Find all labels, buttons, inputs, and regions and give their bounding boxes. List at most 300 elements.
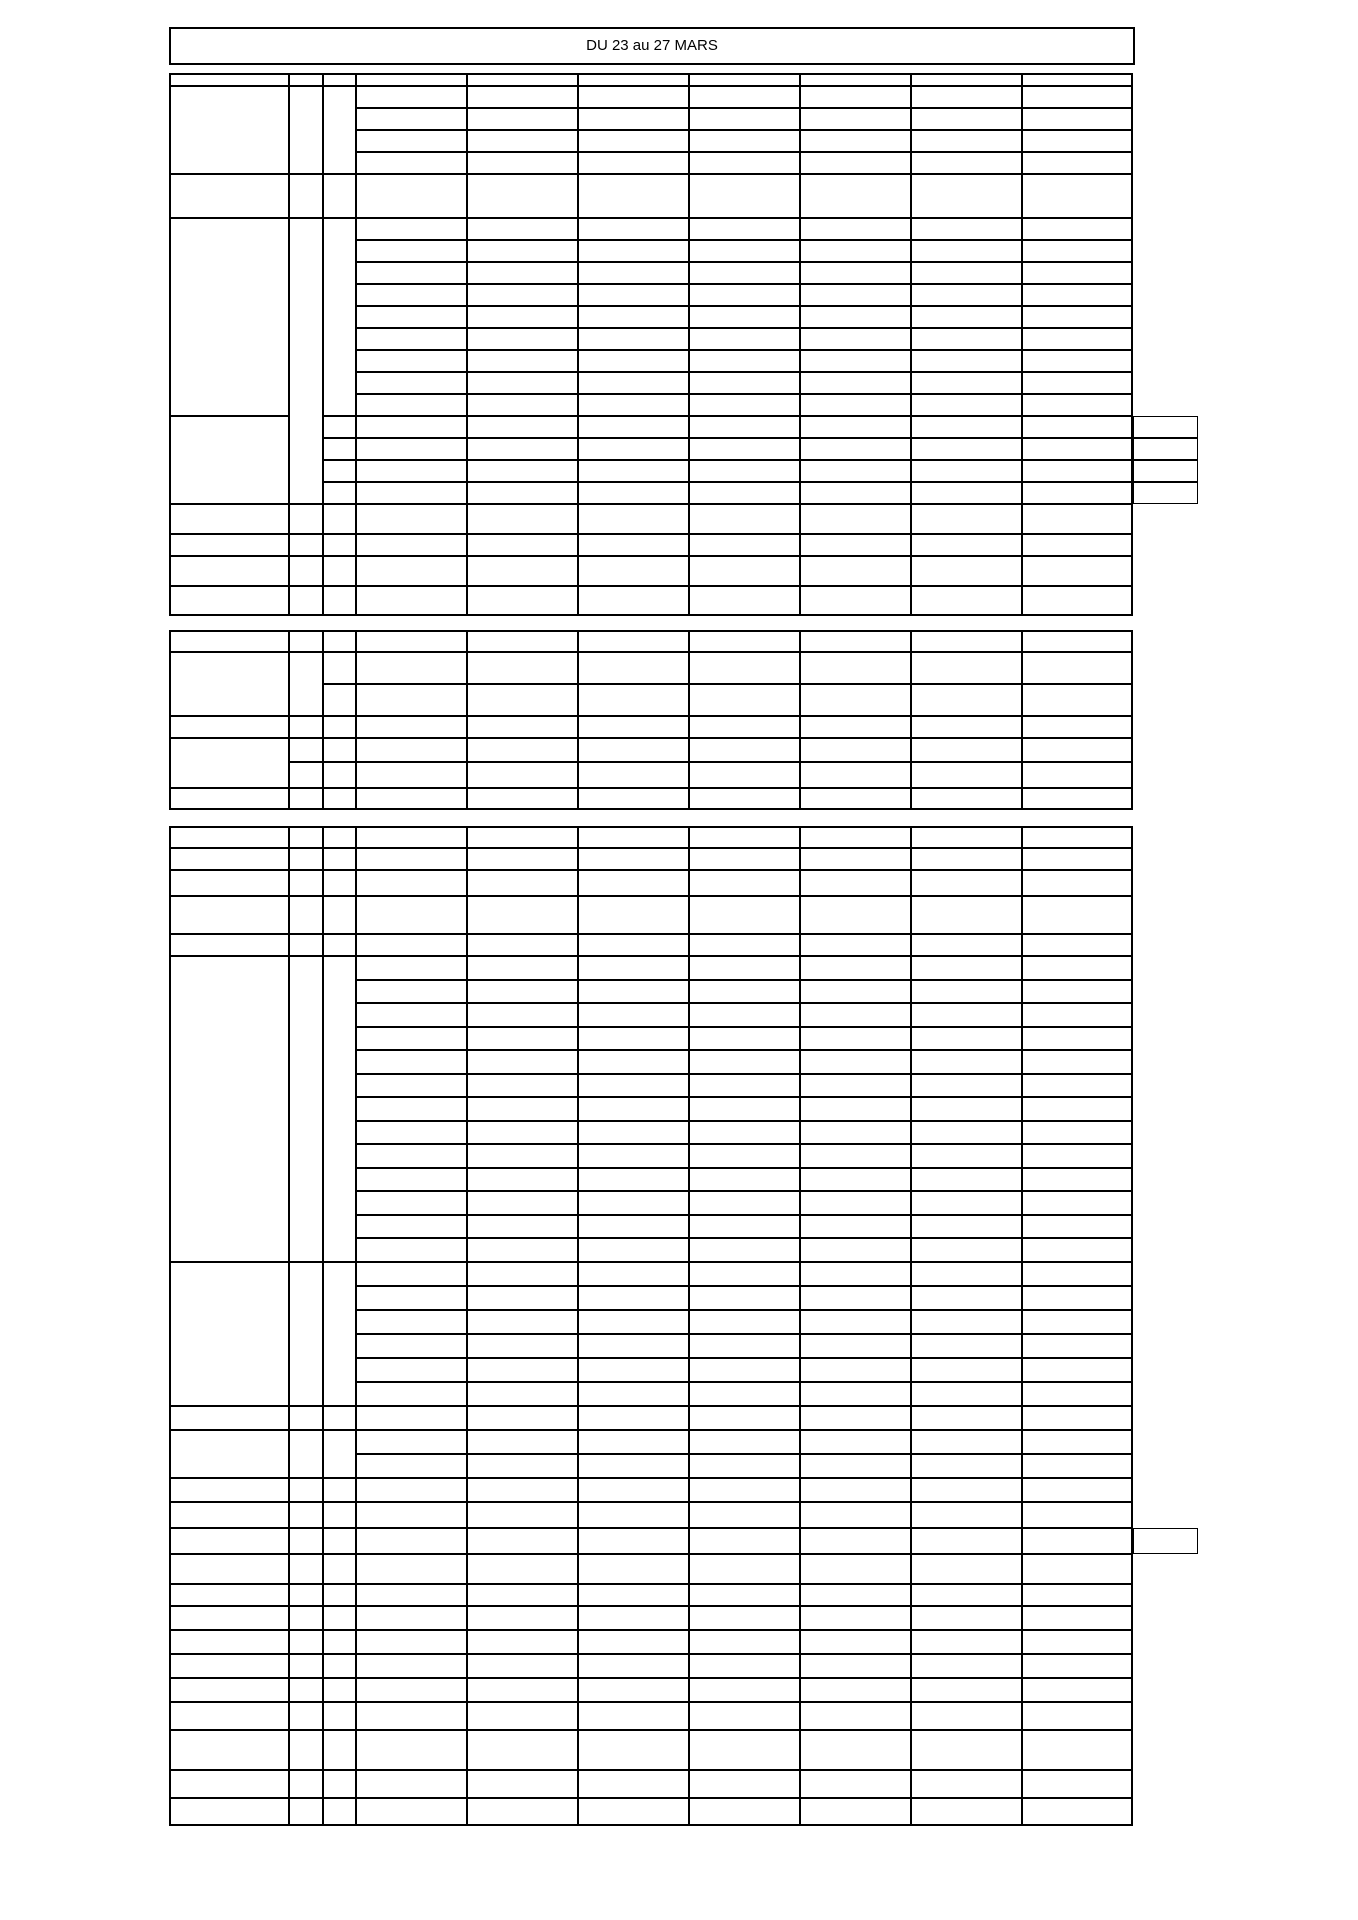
- assignment-cell: [689, 1770, 800, 1798]
- assignment-cell: [911, 956, 1022, 980]
- assignment-cell: [1022, 1168, 1133, 1191]
- assignment-cell: [467, 1502, 578, 1528]
- service-label: [169, 1654, 289, 1678]
- assignment-cell: [800, 1238, 911, 1262]
- assignment-cell: [1022, 870, 1133, 896]
- assignment-cell: [1022, 1502, 1133, 1528]
- column-header-4-eme: [356, 73, 467, 86]
- resp-time: [289, 218, 323, 504]
- assignment-cell: [800, 1121, 911, 1144]
- assignment-cell: [800, 86, 911, 108]
- count-cell: [323, 738, 356, 762]
- column-header-1cv: [578, 73, 689, 86]
- count-cell: [323, 1528, 356, 1554]
- resp-time: [289, 1584, 323, 1606]
- assignment-cell: [689, 108, 800, 130]
- count-cell: [323, 1654, 356, 1678]
- resp-time: [289, 630, 323, 652]
- assignment-cell: [578, 826, 689, 848]
- assignment-cell: [911, 1454, 1022, 1478]
- assignment-cell: [689, 1262, 800, 1286]
- assignment-cell: [911, 788, 1022, 810]
- assignment-cell: [800, 1215, 911, 1238]
- resp-time: [289, 1502, 323, 1528]
- service-label: [169, 788, 289, 810]
- assignment-cell: [578, 350, 689, 372]
- assignment-cell: [1022, 896, 1133, 934]
- assignment-cell: [911, 1097, 1022, 1121]
- assignment-cell: [689, 1584, 800, 1606]
- assignment-cell: [467, 1191, 578, 1215]
- assignment-cell: [578, 1050, 689, 1074]
- resp-time: [289, 826, 323, 848]
- assignment-cell: [689, 556, 800, 586]
- assignment-cell: [689, 416, 800, 438]
- assignment-cell: [467, 1454, 578, 1478]
- assignment-cell: [356, 1358, 467, 1382]
- assignment-cell: [1022, 630, 1133, 652]
- assignment-cell: [689, 1050, 800, 1074]
- assignment-cell: [1022, 174, 1133, 218]
- assignment-cell: [356, 438, 467, 460]
- assignment-cell: [467, 1358, 578, 1382]
- assignment-cell: [911, 262, 1022, 284]
- assignment-cell: [467, 1430, 578, 1454]
- assignment-cell: [578, 262, 689, 284]
- assignment-cell: [800, 556, 911, 586]
- assignment-cell: [800, 1678, 911, 1702]
- service-label: [169, 534, 289, 556]
- assignment-cell: [578, 1334, 689, 1358]
- resp-time: [289, 1702, 323, 1730]
- assignment-cell: [578, 1003, 689, 1027]
- assignment-cell: [1022, 1584, 1133, 1606]
- assignment-cell: [356, 1121, 467, 1144]
- count-cell: [323, 1430, 356, 1478]
- count-cell: [323, 534, 356, 556]
- assignment-cell: [356, 1584, 467, 1606]
- assignment-cell: [356, 218, 467, 240]
- assignment-cell: [578, 1262, 689, 1286]
- assignment-cell: [1022, 1606, 1133, 1630]
- assignment-cell: [689, 174, 800, 218]
- assignment-cell: [356, 152, 467, 174]
- service-label: [169, 218, 289, 416]
- assignment-cell: [1022, 1454, 1133, 1478]
- assignment-cell: [800, 980, 911, 1003]
- assignment-cell: [467, 262, 578, 284]
- assignment-cell: [356, 848, 467, 870]
- assignment-cell: [1022, 1554, 1133, 1584]
- assignment-cell: [467, 306, 578, 328]
- assignment-cell: [911, 1798, 1022, 1826]
- assignment-cell: [1022, 534, 1133, 556]
- resp-time: [289, 86, 323, 174]
- assignment-cell: [800, 1606, 911, 1630]
- assignment-cell: [800, 438, 911, 460]
- assignment-cell: [1022, 86, 1133, 108]
- assignment-cell: [800, 1454, 911, 1478]
- assignment-cell: [911, 504, 1022, 534]
- assignment-cell: [356, 1528, 467, 1554]
- assignment-cell: [356, 1654, 467, 1678]
- assignment-cell: [1022, 586, 1133, 616]
- assignment-cell: [467, 1074, 578, 1097]
- assignment-cell: [356, 240, 467, 262]
- assignment-cell: [467, 1678, 578, 1702]
- assignment-cell: [578, 1502, 689, 1528]
- assignment-cell: [1022, 684, 1133, 716]
- assignment-cell: [356, 350, 467, 372]
- assignment-cell: [911, 738, 1022, 762]
- assignment-cell: [911, 1406, 1022, 1430]
- assignment-cell: [578, 1798, 689, 1826]
- assignment-cell: [578, 1191, 689, 1215]
- count-cell: [323, 684, 356, 716]
- count-cell: [323, 956, 356, 1262]
- assignment-cell: [1022, 1262, 1133, 1286]
- assignment-cell: [800, 1358, 911, 1382]
- assignment-cell: [689, 896, 800, 934]
- assignment-cell: [356, 1678, 467, 1702]
- assignment-cell: [356, 1478, 467, 1502]
- service-label: [169, 86, 289, 174]
- floor-label: [1133, 438, 1198, 460]
- assignment-cell: [911, 1074, 1022, 1097]
- assignment-cell: [1022, 980, 1133, 1003]
- assignment-cell: [356, 1310, 467, 1334]
- assignment-cell: [800, 372, 911, 394]
- count-cell: [323, 1584, 356, 1606]
- assignment-cell: [578, 684, 689, 716]
- assignment-cell: [578, 284, 689, 306]
- assignment-cell: [356, 1630, 467, 1654]
- assignment-cell: [467, 1554, 578, 1584]
- assignment-cell: [356, 684, 467, 716]
- assignment-cell: [578, 1430, 689, 1454]
- assignment-cell: [356, 1430, 467, 1454]
- assignment-cell: [689, 1654, 800, 1678]
- assignment-cell: [800, 482, 911, 504]
- assignment-cell: [356, 1074, 467, 1097]
- assignment-cell: [689, 956, 800, 980]
- assignment-cell: [800, 848, 911, 870]
- assignment-cell: [800, 956, 911, 980]
- assignment-cell: [578, 306, 689, 328]
- assignment-cell: [467, 1382, 578, 1406]
- assignment-cell: [1022, 1528, 1133, 1554]
- assignment-cell: [911, 762, 1022, 788]
- assignment-cell: [911, 152, 1022, 174]
- resp-time: [289, 1798, 323, 1826]
- assignment-cell: [689, 328, 800, 350]
- assignment-cell: [689, 1191, 800, 1215]
- count-cell: [323, 1262, 356, 1406]
- assignment-cell: [911, 1262, 1022, 1286]
- assignment-cell: [467, 716, 578, 738]
- service-label: [169, 174, 289, 218]
- assignment-cell: [689, 716, 800, 738]
- assignment-cell: [689, 630, 800, 652]
- assignment-cell: [689, 240, 800, 262]
- assignment-cell: [800, 328, 911, 350]
- assignment-cell: [911, 174, 1022, 218]
- assignment-cell: [689, 306, 800, 328]
- assignment-cell: [911, 1554, 1022, 1584]
- service-label: [169, 1554, 289, 1584]
- assignment-cell: [800, 1630, 911, 1654]
- assignment-cell: [911, 1168, 1022, 1191]
- assignment-cell: [911, 284, 1022, 306]
- count-cell: [323, 848, 356, 870]
- resp-time: [289, 174, 323, 218]
- count-cell: [323, 826, 356, 848]
- assignment-cell: [467, 416, 578, 438]
- assignment-cell: [800, 1050, 911, 1074]
- assignment-cell: [578, 1730, 689, 1770]
- assignment-cell: [689, 534, 800, 556]
- assignment-cell: [1022, 848, 1133, 870]
- assignment-cell: [356, 870, 467, 896]
- assignment-cell: [689, 1430, 800, 1454]
- assignment-cell: [911, 1702, 1022, 1730]
- service-label: [169, 896, 289, 934]
- assignment-cell: [911, 896, 1022, 934]
- assignment-cell: [467, 1798, 578, 1826]
- assignment-cell: [689, 1478, 800, 1502]
- assignment-cell: [911, 1528, 1022, 1554]
- assignment-cell: [467, 1027, 578, 1050]
- assignment-cell: [911, 108, 1022, 130]
- assignment-cell: [356, 460, 467, 482]
- assignment-cell: [578, 762, 689, 788]
- assignment-cell: [911, 1430, 1022, 1454]
- assignment-cell: [800, 152, 911, 174]
- count-cell: [323, 630, 356, 652]
- assignment-cell: [356, 1050, 467, 1074]
- assignment-cell: [578, 1678, 689, 1702]
- assignment-cell: [467, 1262, 578, 1286]
- assignment-cell: [1022, 826, 1133, 848]
- assignment-cell: [356, 556, 467, 586]
- service-label: [169, 848, 289, 870]
- assignment-cell: [467, 1730, 578, 1770]
- assignment-cell: [578, 130, 689, 152]
- assignment-cell: [467, 108, 578, 130]
- assignment-cell: [356, 1168, 467, 1191]
- assignment-cell: [689, 1074, 800, 1097]
- service-label: [169, 416, 289, 504]
- assignment-cell: [1022, 1121, 1133, 1144]
- service-label: [169, 1770, 289, 1798]
- assignment-cell: [911, 460, 1022, 482]
- column-header-2cv: [467, 73, 578, 86]
- assignment-cell: [911, 394, 1022, 416]
- assignment-cell: [911, 306, 1022, 328]
- assignment-cell: [578, 1584, 689, 1606]
- assignment-cell: [800, 1074, 911, 1097]
- count-cell: [323, 1606, 356, 1630]
- count-cell: [323, 896, 356, 934]
- column-header: [289, 73, 323, 86]
- assignment-cell: [1022, 1678, 1133, 1702]
- resp-time: [289, 1406, 323, 1430]
- assignment-cell: [356, 826, 467, 848]
- service-label: [169, 956, 289, 1262]
- assignment-cell: [578, 1654, 689, 1678]
- assignment-cell: [578, 534, 689, 556]
- assignment-cell: [578, 788, 689, 810]
- assignment-cell: [911, 980, 1022, 1003]
- assignment-cell: [467, 630, 578, 652]
- assignment-cell: [800, 394, 911, 416]
- assignment-cell: [578, 1121, 689, 1144]
- assignment-cell: [1022, 306, 1133, 328]
- page-title: DU 23 au 27 MARS: [169, 27, 1135, 65]
- assignment-cell: [800, 870, 911, 896]
- assignment-cell: [356, 174, 467, 218]
- assignment-cell: [1022, 504, 1133, 534]
- assignment-cell: [800, 1191, 911, 1215]
- assignment-cell: [1022, 460, 1133, 482]
- assignment-cell: [578, 586, 689, 616]
- assignment-cell: [689, 1334, 800, 1358]
- assignment-cell: [800, 630, 911, 652]
- assignment-cell: [578, 556, 689, 586]
- service-label: [169, 1262, 289, 1406]
- assignment-cell: [578, 1310, 689, 1334]
- assignment-cell: [1022, 1286, 1133, 1310]
- assignment-cell: [356, 504, 467, 534]
- resp-time: [289, 1554, 323, 1584]
- assignment-cell: [800, 306, 911, 328]
- assignment-cell: [689, 482, 800, 504]
- count-cell: [323, 482, 356, 504]
- floor-label: [1133, 416, 1198, 438]
- resp-time: [289, 896, 323, 934]
- assignment-cell: [1022, 1430, 1133, 1454]
- assignment-cell: [689, 130, 800, 152]
- assignment-cell: [467, 394, 578, 416]
- assignment-cell: [578, 108, 689, 130]
- assignment-cell: [911, 1730, 1022, 1770]
- assignment-cell: [911, 1358, 1022, 1382]
- assignment-cell: [911, 1678, 1022, 1702]
- count-cell: [323, 1554, 356, 1584]
- assignment-cell: [689, 1144, 800, 1168]
- assignment-cell: [467, 1003, 578, 1027]
- assignment-cell: [800, 896, 911, 934]
- assignment-cell: [1022, 372, 1133, 394]
- assignment-cell: [578, 896, 689, 934]
- resp-time: [289, 956, 323, 1262]
- assignment-cell: [356, 896, 467, 934]
- assignment-cell: [800, 1168, 911, 1191]
- resp-time: [289, 1478, 323, 1502]
- resp-time: [289, 1630, 323, 1654]
- resp-time: [289, 1606, 323, 1630]
- assignment-cell: [356, 934, 467, 956]
- assignment-cell: [578, 174, 689, 218]
- assignment-cell: [1022, 1406, 1133, 1430]
- assignment-cell: [911, 630, 1022, 652]
- assignment-cell: [578, 1382, 689, 1406]
- assignment-cell: [467, 1702, 578, 1730]
- assignment-cell: [467, 152, 578, 174]
- assignment-cell: [800, 1310, 911, 1334]
- column-header-1cfb: [689, 73, 800, 86]
- assignment-cell: [578, 1454, 689, 1478]
- assignment-cell: [689, 1310, 800, 1334]
- service-label: [169, 1606, 289, 1630]
- assignment-cell: [689, 1630, 800, 1654]
- assignment-cell: [689, 1730, 800, 1770]
- assignment-cell: [467, 1050, 578, 1074]
- assignment-cell: [911, 416, 1022, 438]
- assignment-cell: [578, 1478, 689, 1502]
- assignment-cell: [467, 504, 578, 534]
- assignment-cell: [1022, 1730, 1133, 1770]
- resp-time: [289, 934, 323, 956]
- assignment-cell: [1022, 1334, 1133, 1358]
- assignment-cell: [911, 1027, 1022, 1050]
- assignment-cell: [689, 788, 800, 810]
- assignment-cell: [356, 416, 467, 438]
- assignment-cell: [356, 1702, 467, 1730]
- service-label: [169, 738, 289, 788]
- row-extension: [1133, 1528, 1198, 1554]
- service-label: [169, 1584, 289, 1606]
- service-label: [169, 870, 289, 896]
- service-label: [169, 1406, 289, 1430]
- assignment-cell: [800, 1262, 911, 1286]
- assignment-cell: [800, 1406, 911, 1430]
- assignment-cell: [578, 870, 689, 896]
- assignment-cell: [800, 826, 911, 848]
- assignment-cell: [356, 1798, 467, 1826]
- assignment-cell: [689, 152, 800, 174]
- assignment-cell: [1022, 1144, 1133, 1168]
- assignment-cell: [911, 1584, 1022, 1606]
- assignment-cell: [1022, 240, 1133, 262]
- assignment-cell: [578, 1215, 689, 1238]
- assignment-cell: [911, 482, 1022, 504]
- assignment-cell: [467, 130, 578, 152]
- assignment-cell: [689, 826, 800, 848]
- service-label: [169, 556, 289, 586]
- assignment-cell: [578, 504, 689, 534]
- assignment-cell: [467, 870, 578, 896]
- assignment-cell: [911, 556, 1022, 586]
- assignment-cell: [356, 716, 467, 738]
- assignment-cell: [578, 1406, 689, 1430]
- assignment-cell: [911, 130, 1022, 152]
- assignment-cell: [467, 1144, 578, 1168]
- assignment-cell: [689, 460, 800, 482]
- assignment-cell: [356, 1286, 467, 1310]
- assignment-cell: [467, 218, 578, 240]
- assignment-cell: [1022, 1798, 1133, 1826]
- assignment-cell: [467, 240, 578, 262]
- assignment-cell: [578, 152, 689, 174]
- assignment-cell: [467, 1770, 578, 1798]
- assignment-cell: [578, 848, 689, 870]
- assignment-cell: [356, 1606, 467, 1630]
- service-label: [169, 1730, 289, 1770]
- assignment-cell: [578, 240, 689, 262]
- assignment-cell: [1022, 1074, 1133, 1097]
- count-cell: [323, 504, 356, 534]
